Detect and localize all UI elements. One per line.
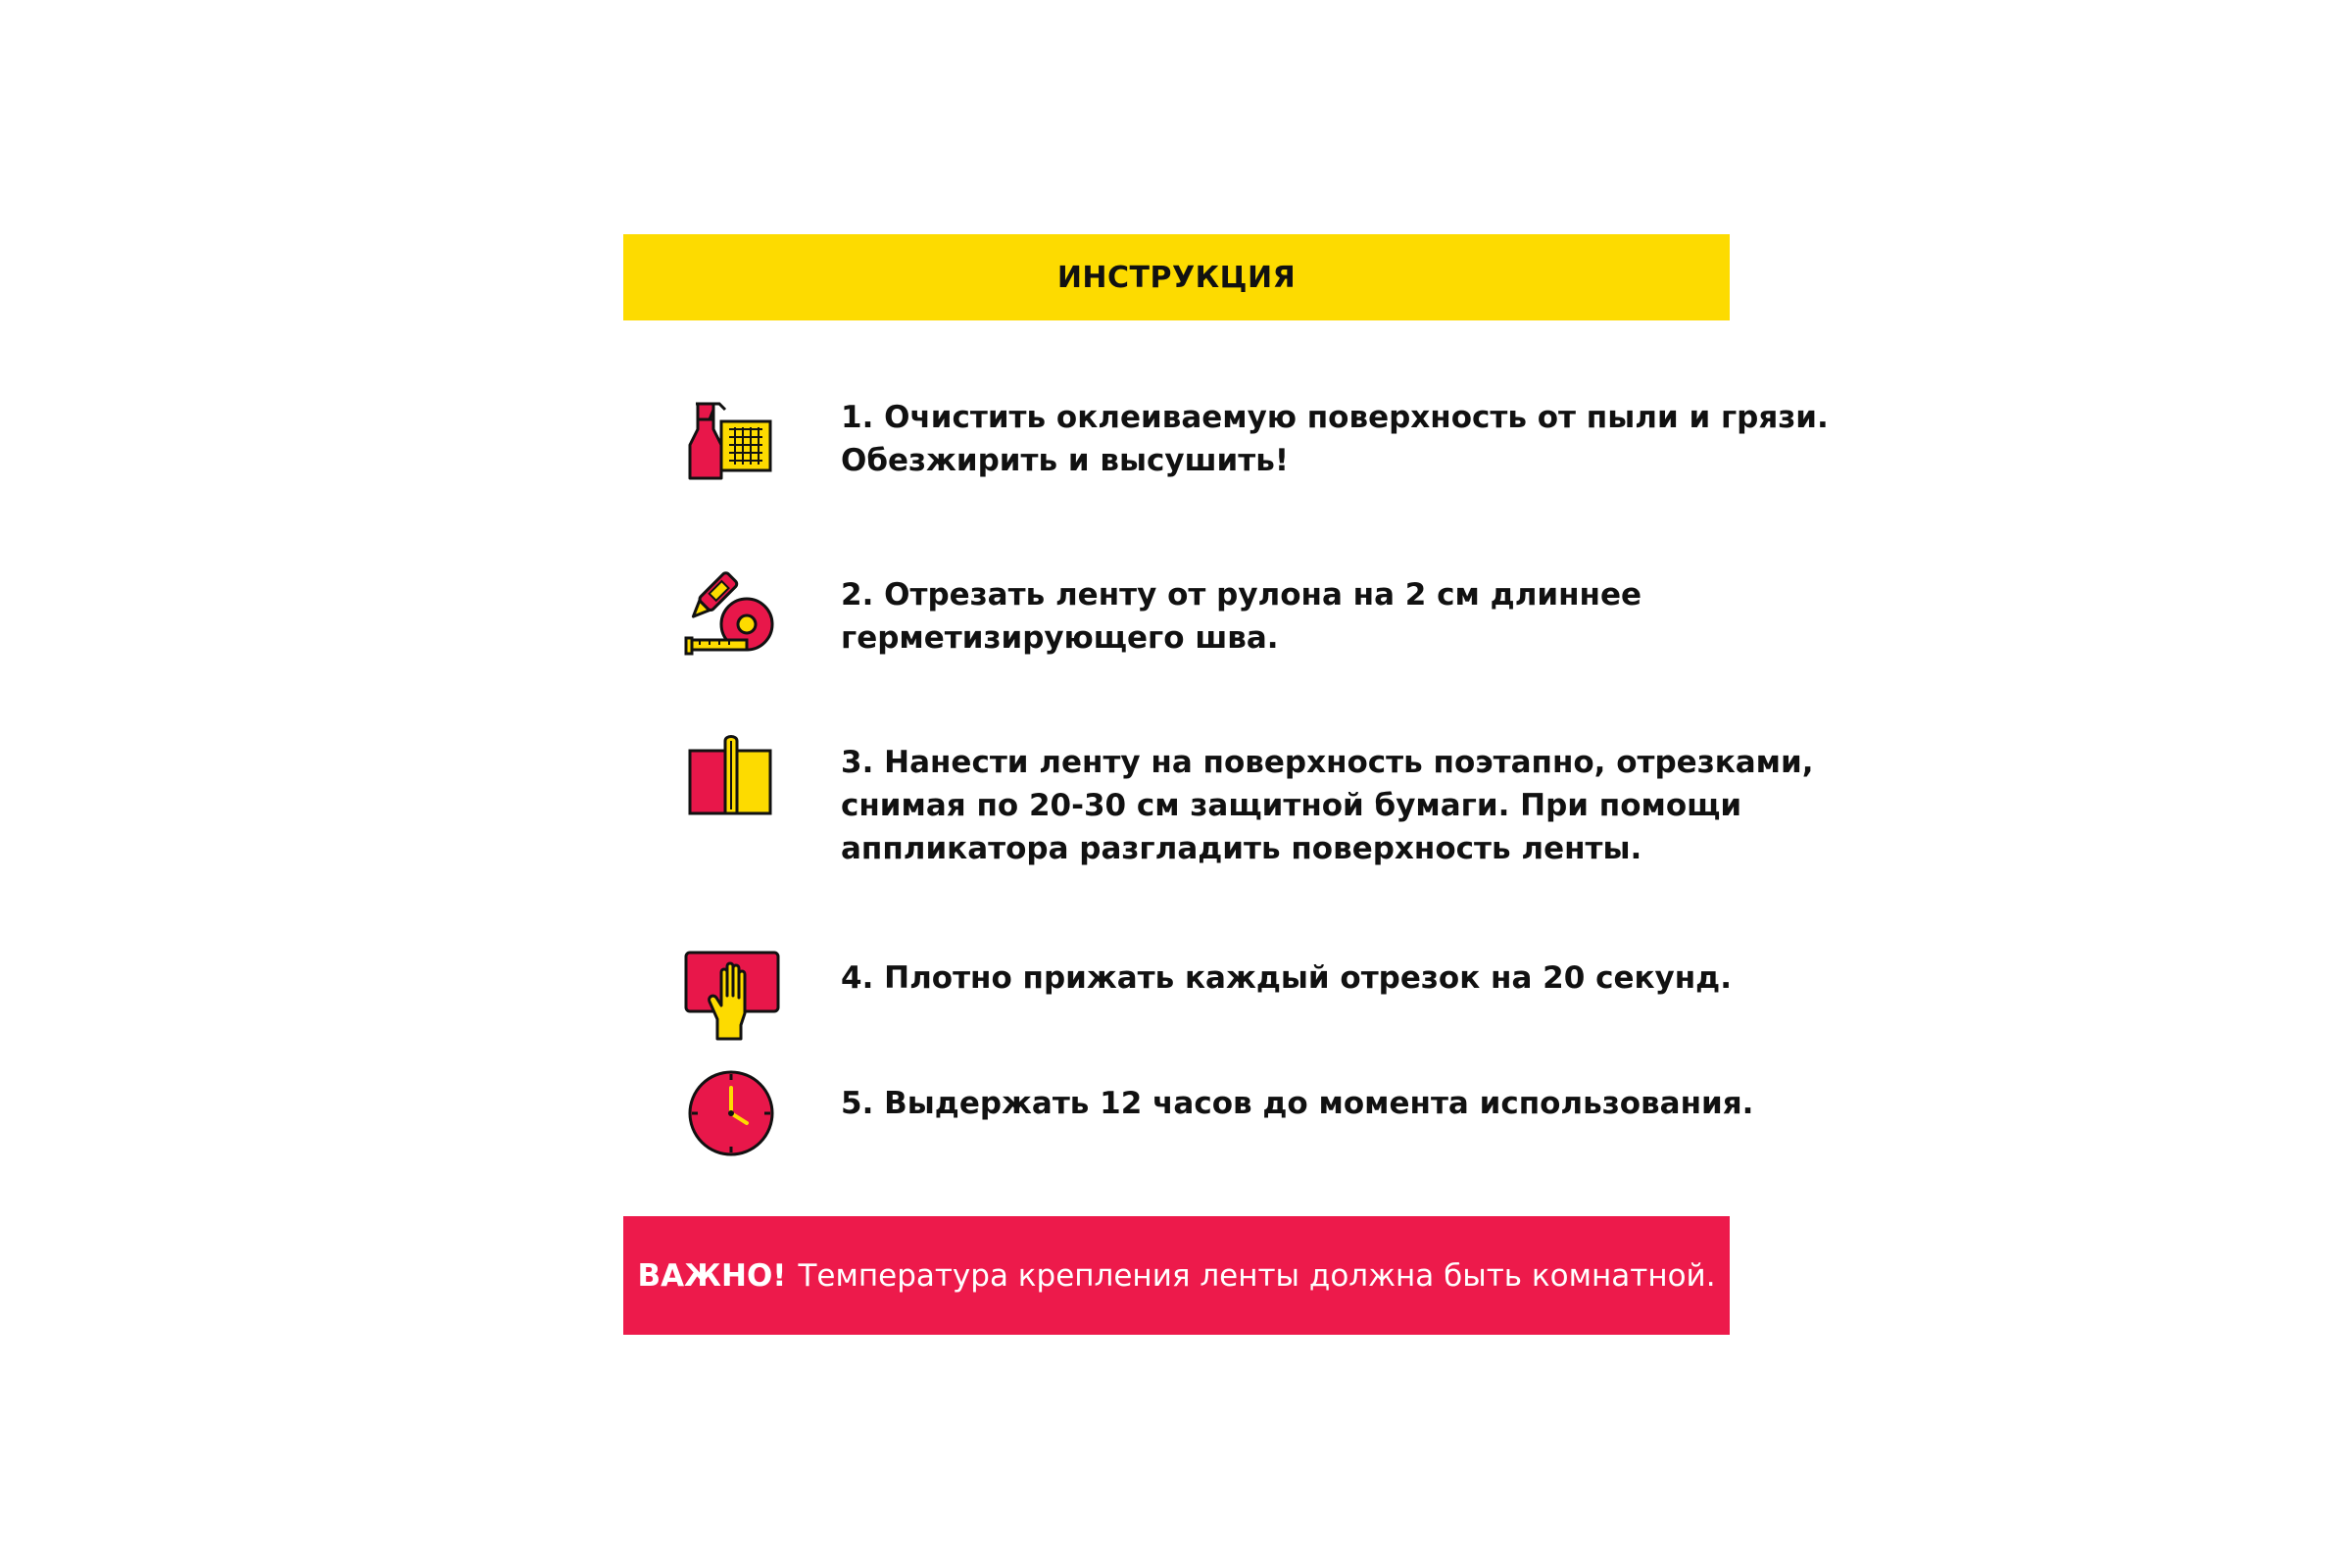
step-4-line-1: 4. Плотно прижать каждый отрезок на 20 секунд. [841, 960, 1732, 996]
tape-roll-applying-icon [676, 727, 784, 835]
step-2-line-2: герметизирующего шва. [841, 620, 1279, 656]
hand-pressing-icon [676, 941, 784, 1049]
step-3-text [841, 741, 1814, 870]
header-title: ИНСТРУКЦИЯ [1056, 260, 1297, 295]
step-2-text [841, 573, 1703, 660]
header-bar [623, 234, 1730, 320]
spray-bottle-sponge-icon [676, 384, 784, 492]
clock-icon [676, 1058, 784, 1166]
step-1-line-1: 1. Очистить оклеиваемую поверхность от пыли и грязи. [841, 400, 1829, 435]
cutter-tape-measure-icon [676, 554, 784, 662]
important-notice [623, 1216, 1730, 1335]
step-2-line-1: 2. Отрезать ленту от рулона на 2 см длиннее [841, 577, 1642, 612]
step-5-text [841, 1082, 1754, 1125]
step-4-text [841, 956, 1732, 1000]
step-3-line-1: 3. Нанести ленту на поверхность поэтапно, отрезками, [841, 745, 1814, 780]
step-5-line-1: 5. Выдержать 12 часов до момента использования. [841, 1086, 1754, 1121]
step-1-text [841, 396, 1829, 482]
notice-label: ВАЖНО! [637, 1257, 787, 1294]
step-3-line-3: аппликатора разгладить поверхность ленты. [841, 831, 1642, 866]
step-1-line-2: Обезжирить и высушить! [841, 443, 1289, 478]
step-3-line-2: снимая по 20-30 см защитной бумаги. При помощи [841, 788, 1742, 823]
notice-text: Температура крепления ленты должна быть комнатной. [798, 1257, 1716, 1294]
